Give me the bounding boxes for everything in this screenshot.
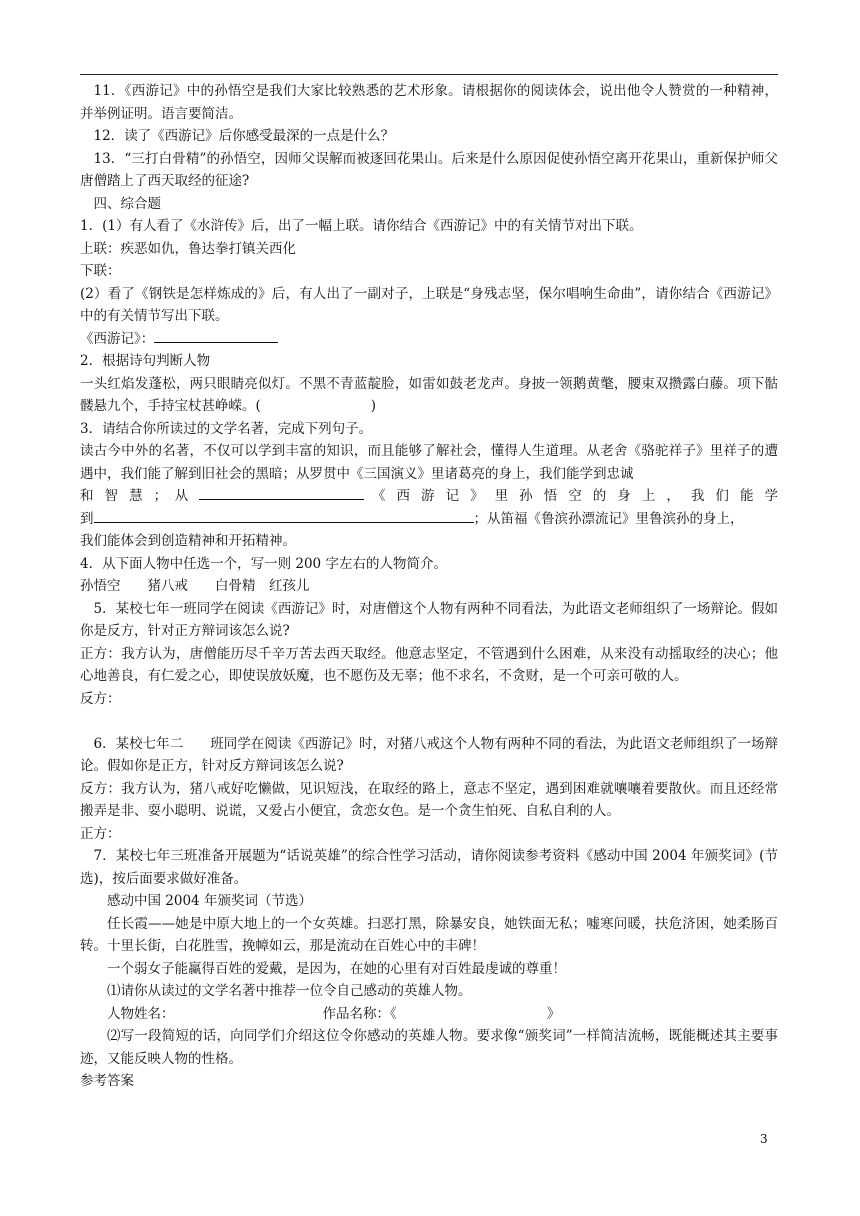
- q1-lower-couplet: 下联：: [80, 263, 121, 279]
- question-11: 11．《西游记》中的孙悟空是我们大家比较熟悉的艺术形象。请根据你的阅读体会，说出他令人赞赏的一种精神，并举例证明。语言要简洁。: [80, 83, 779, 122]
- answer-blank: [94, 508, 474, 523]
- q5-zheng: 正方：我方认为，唐僧能历尽千辛万苦去西天取经。他意志坚定，不管遇到什么困难，从来没有动摇取经的决心；他心地善良，有仁爱之心，即使误放妖魔，也不愿伤及无辜；他不求名，不贪财，是一个可亲可敬的人。: [80, 645, 778, 684]
- q5-title: 5．某校七年一班同学在阅读《西游记》时，对唐僧这个人物有两种不同看法，为此语文老师组织了一场辩论。假如你是反方，针对正方辩词该怎么说?: [80, 600, 778, 639]
- q7-task2: ⑵写一段简短的话，向同学们介绍这位令你感动的英雄人物。要求像“颁奖词”一样简洁流畅，既能概述其主要事迹，又能反映人物的性格。: [80, 1028, 778, 1067]
- q6-title: 6．某校七年二 班同学在阅读《西游记》时，对猪八戒这个人物有两种不同的看法，为此语文老师组织了一场辩论。假如你是正方，针对反方辩词该怎么说?: [80, 735, 778, 774]
- q7-title: 7．某校七年三班准备开展题为“话说英雄”的综合性学习活动，请你阅读参考资料《感动中国 2004 年颁奖词》(节选)，按后面要求做好准备。: [80, 848, 778, 887]
- q2-title: 2．根据诗句判断人物: [80, 353, 211, 369]
- q7-para1: 任长霞——她是中原大地上的一个女英雄。扫恶打黑，除暴安良，她铁面无私；嘘寒问暖，扶危济困，她柔肠百转。十里长街，白花胜雪，挽幛如云，那是流动在百姓心中的丰碑！: [80, 915, 778, 954]
- q3-text-a: 读古今中外的名著，不仅可以学到丰富的知识，而且能够了解社会，懂得人生道理。从老舍《骆驼祥子》里祥子的遭遇中，我们能了解到旧社会的黑暗；从罗贯中《三国演义》里诸葛亮的身上，我们能学到忠诚: [80, 443, 778, 482]
- document-body: [80, 80, 778, 1093]
- q3-text-d: 我们能体会到创造精神和开拓精神。: [80, 533, 296, 549]
- q1-upper-couplet: 上联：疾恶如仇，鲁达拳打镇关西化: [80, 240, 296, 257]
- q6-fan: 反方：我方认为，猪八戒好吃懒做，见识短浅，在取经的路上，意志不坚定，遇到困难就嚷嚷着要散伙。而且还经常搬弄是非、耍小聪明、说谎，又爱占小便宜，贪恋女色。是一个贪生怕死、自私自利的人。: [80, 780, 778, 819]
- page-number: 3: [760, 1132, 768, 1146]
- q7-para2: 一个弱女子能赢得百姓的爱戴，是因为，在她的心里有对百姓最虔诚的尊重！: [107, 960, 566, 977]
- q1-xiyouji-answer: 《西游记》：: [80, 328, 778, 351]
- section-4-heading: 四、综合题: [93, 195, 161, 212]
- q1-part1: 1．(1）有人看了《水浒传》后，出了一幅上联。请你结合《西游记》中的有关情节对出下联。: [80, 218, 643, 234]
- question-12: 12．读了《西游记》后你感受最深的一点是什么？: [93, 128, 395, 144]
- q7-task1: ⑴请你从读过的文学名著中推荐一位令自己感动的英雄人物。: [107, 983, 472, 999]
- q2-poem: 一头红焰发蓬松，两只眼睛亮似灯。不黑不青蓝靛脸，如雷如鼓老龙声。身披一领鹅黄氅，腰束双攒露白藤。项下骷髅悬九个，手持宝杖甚峥嵘。( ): [80, 375, 778, 414]
- q6-zheng: 正方：: [80, 825, 121, 842]
- q3-text-c: 到 ；从笛福《鲁滨孙漂流记》里鲁滨孙的身上，: [80, 508, 778, 531]
- answer-blank: [199, 485, 364, 500]
- q7-sub-title: 感动中国 2004 年颁奖词（节选）: [107, 893, 312, 909]
- answers-heading: 参考答案: [80, 1073, 134, 1089]
- header-rule: [80, 74, 778, 75]
- question-13: 13．“三打白骨精”的孙悟空，因师父误解而被逐回花果山。后来是什么原因促使孙悟空离开花果山，重新保护师父唐僧踏上了西天取经的征途?: [80, 150, 778, 189]
- q4-title: 4．从下面人物中任选一个，写一则 200 字左右的人物简介。: [80, 555, 447, 572]
- answer-blank: [154, 328, 278, 343]
- q3-text-b: 和 智 慧 ； 从 《 西 游 记 》 里 孙 悟 空 的 身 上 ， 我 们 能 学: [80, 485, 778, 508]
- q1-part2: (2）看了《钢铁是怎样炼成的》后，有人出了一副对子，上联是“身残志坚，保尔唱响生命曲”，请你结合《西游记》中的有关情节写出下联。: [80, 285, 778, 324]
- q3-title: 3．请结合你所读过的文学名著，完成下列句子。: [80, 420, 373, 437]
- q7-name-work-line: 人物姓名： 作品名称：《 》: [107, 1005, 561, 1022]
- q5-fan: 反方：: [80, 690, 121, 707]
- q4-names: 孙悟空 猪八戒 白骨精 红孩儿: [80, 578, 310, 594]
